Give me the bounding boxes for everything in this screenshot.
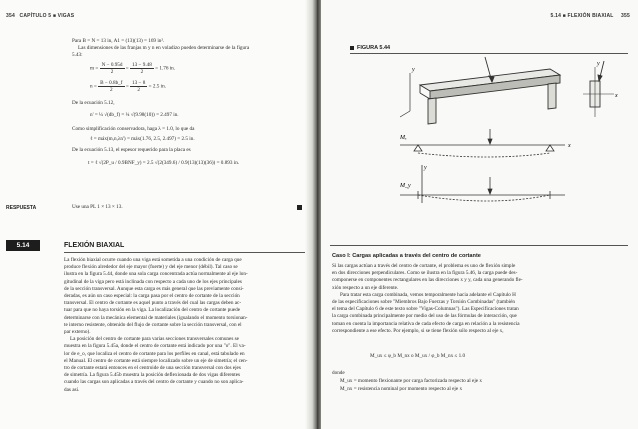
figure-label: FIGURA 5.44 [350, 45, 390, 51]
my-axis-y: y [424, 165, 427, 171]
figure-marker [350, 46, 354, 50]
text-line: 5.43: [72, 52, 83, 58]
left-running-header [6, 13, 74, 19]
section-axis-x: x [615, 93, 618, 99]
left-page [0, 0, 313, 429]
left-header-text: CAPÍTULO 5 ■ VIGAS [19, 13, 75, 19]
section-title: FLEXIÓN BIAXIAL [64, 242, 125, 249]
right-running-header [551, 13, 630, 19]
text-line: De la ecuación 5.12, [72, 100, 115, 106]
interaction-equation: M_ux ≤ φ_b M_nx o M_ux / φ_b M_nx ≤ 1.0 [370, 353, 466, 359]
my-label: M_y [400, 183, 411, 189]
end-of-example-marker [297, 205, 302, 210]
text-line: De la ecuación 5.13, el espesor requerido para la placa es [72, 147, 191, 153]
figure-top-rule [350, 53, 628, 54]
section-number-badge: 5.14 [6, 240, 40, 251]
mx-axis-x: x [568, 143, 571, 149]
respuesta-label: RESPUESTA [6, 205, 37, 211]
donde-label: donde [332, 370, 345, 376]
section-rule [64, 252, 308, 253]
equation-nprime: n' = ¼ √(db_f) = ¼ √(9.98(10)) = 2.497 in. [90, 112, 179, 118]
equation-n: n = $\frac{B - 0.8b\_f}{2}$ = $\frac{13 - 8}{2}$ = 2.5 in. [90, 80, 166, 93]
moment-diagram-mx [400, 129, 565, 157]
beam-3d-drawing [400, 57, 560, 124]
case-top-rule [330, 245, 628, 246]
axis-label-y: y [412, 67, 415, 73]
case-body: Si las cargas actúan a través del centro de cortante, el problema es uno de flexión simple en dos direcciones perpendiculares. Como se ilustra en la figura 5.46, la carga puede des- componerse en componentes rectangulares en las direcciones x y y, cada una generando fle- xión respecto a un eje diferente. Para tratar esta carga combinada, vemos temporalmente hacia adelante el Capítulo H de las especificaciones sobre "Miembros Bajo Fuerzas y Torsión Combinadas" (también el tema del Capítulo 6 de este texto sobre "Vigas-Columnas"). Las Especificaciones tratan la carga combinada principalmente por medio del uso de las fórmulas de interacción, que toman en cuenta la importancia relativa de cada efecto de carga en relación a la resistencia correspondiente a ese efecto. Por ejemplo, si se tiene flexión sólo respecto al eje x, [332, 263, 523, 334]
text-line: Las dimensiones de las franjas m y n en voladizo pueden determinarse de la figura [78, 45, 250, 51]
donde-line: M_ux = momento flexionante por carga factorizada respecto al eje x [340, 378, 482, 384]
text-line: Para B = N = 13 in, A1 = (13)(13) = 169 in². [72, 38, 165, 44]
section-body: La flexión biaxial ocurre cuando una viga está sometida a una condición de carga que produce flexión alrededor del eje mayor (fuerte) y del eje menor (débil). Tal caso se ilustra en la figura 5.44, donde una sola carga concentrada actúa normalmente al eje lon- gitudinal de la viga pero está inclinada con respecto a cada uno de los ejes principales de la sección transversal. Aunque esta carga es más general que las previamente consi- deradas, es aún un caso especial: la carga pasa por el centro de cortante de la sección transversal. El centro de cortante es aquel punto a través del cual las cargas deben ac- tuar para que no haya torsión en la viga. La localización del centro de cortante puede determinarse con la mecánica elemental de materiales (igualando el momento torsionan- te interno resistente, obtenido del flujo de cortante sobre la sección transversal, con el par externo). La posición del centro de cortante para varias secciones transversales comunes se muestra en la figura 5.45a, donde el centro de cortante está indicado por una "o". El va- lor de e_o, que localiza el centro de cortante para los perfiles en canal, está tabulado en el Manual. El centro de cortante está siempre localizado sobre un eje de simetría; el cen- tro de cortante estará entonces en el centroide de una sección transversal con dos ejes de simetría. La figura 5.45b muestra la posición deflexionada de dos vigas diferentes cuando las cargas son aplicadas a través del centro de cortante y cuando no son aplica- das así. [64, 257, 248, 393]
mx-label: Mₓ [400, 135, 407, 141]
text-line: Como simplificación conservadora, haga λ = 1.0, lo que da [72, 126, 195, 132]
equation-l: ℓ = máx(m,n,λn') = máx(1.76, 2.5, 2.497) = 2.5 in. [90, 136, 195, 142]
right-page-number: 355 [621, 13, 630, 19]
right-header-text: 5.14 ■ FLEXIÓN BIAXIAL [550, 13, 614, 19]
case-title: Caso I: Cargas aplicadas a través del centro de cortante [332, 253, 481, 259]
left-page-number: 354 [6, 13, 15, 19]
figure-5-44 [400, 55, 630, 215]
equation-m: m = $\frac{N - 0.95d}{2}$ = $\frac{13 - 9.48}{2}$ = 1.76 in. [90, 62, 176, 75]
section-axis-y: y [597, 61, 600, 67]
donde-line: M_nx = resistencia nominal por momento respecto al eje x [340, 386, 463, 392]
respuesta-text: Use una PL 1 × 13 × 13. [72, 204, 123, 210]
cross-section-drawing [583, 61, 614, 117]
equation-t: t = ℓ √(2P_u / 0.9BNF_y) = 2.5 √(2(349.6) / 0.9(13)(13)(36)) = 0.893 in. [88, 160, 240, 166]
